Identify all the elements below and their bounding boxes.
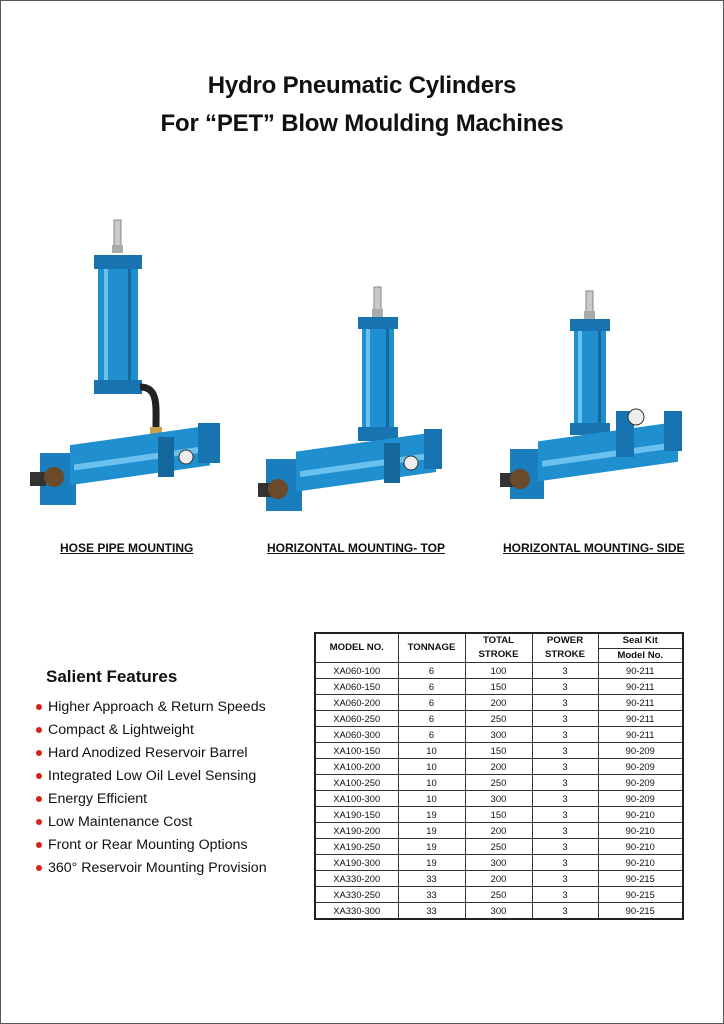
table-cell: 300 <box>465 855 532 871</box>
table-cell: 33 <box>398 887 465 903</box>
table-cell: XA060-200 <box>315 695 398 711</box>
table-cell: 6 <box>398 711 465 727</box>
horizontal-mounting-top-cylinder-image <box>258 283 444 518</box>
table-cell: 10 <box>398 775 465 791</box>
table-cell: XA100-300 <box>315 791 398 807</box>
list-item: Higher Approach & Return Speeds <box>36 695 267 718</box>
table-cell: 150 <box>465 743 532 759</box>
table-cell: 90-215 <box>598 871 683 887</box>
table-row <box>315 807 683 823</box>
table-cell: 3 <box>532 743 598 759</box>
table-cell: 200 <box>465 695 532 711</box>
table-cell: XA100-250 <box>315 775 398 791</box>
caption-horizontal-mounting-top: HORIZONTAL MOUNTING- TOP <box>267 541 445 555</box>
table-cell: XA190-150 <box>315 807 398 823</box>
table-cell: XA330-200 <box>315 871 398 887</box>
caption-horizontal-mounting-side: HORIZONTAL MOUNTING- SIDE <box>503 541 685 555</box>
table-row <box>315 791 683 807</box>
table-cell: 19 <box>398 807 465 823</box>
table-cell: 6 <box>398 679 465 695</box>
bullet-icon <box>36 796 42 802</box>
list-item: 360° Reservoir Mounting Provision <box>36 856 267 879</box>
page-subtitle: For “PET” Blow Moulding Machines <box>160 110 564 137</box>
table-cell: 10 <box>398 743 465 759</box>
table-cell: XA060-150 <box>315 679 398 695</box>
list-item: Integrated Low Oil Level Sensing <box>36 764 267 787</box>
bullet-icon <box>36 819 42 825</box>
table-cell: 3 <box>532 855 598 871</box>
table-cell: 300 <box>465 727 532 743</box>
table-cell: 3 <box>532 663 598 679</box>
table-cell: 250 <box>465 711 532 727</box>
specifications-table-body <box>315 663 683 920</box>
header-total-stroke-line2: STROKE <box>465 649 532 663</box>
header-power-stroke-line1: POWER <box>532 633 598 649</box>
table-cell: XA060-300 <box>315 727 398 743</box>
table-cell: 3 <box>532 823 598 839</box>
table-cell: 90-209 <box>598 743 683 759</box>
table-cell: 90-211 <box>598 695 683 711</box>
specifications-table <box>314 632 684 920</box>
table-cell: 6 <box>398 663 465 679</box>
hose-pipe-mounting-cylinder-image <box>28 215 223 515</box>
table-cell: 150 <box>465 807 532 823</box>
table-cell: XA100-200 <box>315 759 398 775</box>
features-list <box>36 695 267 879</box>
table-cell: 200 <box>465 871 532 887</box>
table-cell: 250 <box>465 887 532 903</box>
table-cell: 3 <box>532 791 598 807</box>
table-cell: 3 <box>532 839 598 855</box>
table-cell: XA190-300 <box>315 855 398 871</box>
table-cell: 100 <box>465 663 532 679</box>
table-cell: XA060-100 <box>315 663 398 679</box>
table-cell: 250 <box>465 775 532 791</box>
table-cell: 90-209 <box>598 791 683 807</box>
table-cell: 200 <box>465 759 532 775</box>
table-row <box>315 663 683 679</box>
table-cell: 90-215 <box>598 887 683 903</box>
table-cell: XA060-250 <box>315 711 398 727</box>
table-cell: 33 <box>398 871 465 887</box>
table-cell: 150 <box>465 679 532 695</box>
table-row <box>315 759 683 775</box>
table-cell: 90-211 <box>598 679 683 695</box>
table-row <box>315 743 683 759</box>
table-cell: 250 <box>465 839 532 855</box>
table-cell: 3 <box>532 679 598 695</box>
table-row <box>315 695 683 711</box>
header-power-stroke-line2: STROKE <box>532 649 598 663</box>
list-item: Compact & Lightweight <box>36 718 267 741</box>
list-item: Energy Efficient <box>36 787 267 810</box>
table-cell: 3 <box>532 903 598 920</box>
header-total-stroke-line1: TOTAL <box>465 633 532 649</box>
bullet-icon <box>36 842 42 848</box>
table-cell: 3 <box>532 887 598 903</box>
bullet-icon <box>36 704 42 710</box>
table-cell: 90-211 <box>598 711 683 727</box>
table-row <box>315 711 683 727</box>
table-cell: 10 <box>398 791 465 807</box>
bullet-icon <box>36 865 42 871</box>
table-cell: 300 <box>465 791 532 807</box>
table-cell: 3 <box>532 759 598 775</box>
list-item: Hard Anodized Reservoir Barrel <box>36 741 267 764</box>
bullet-icon <box>36 750 42 756</box>
horizontal-mounting-side-cylinder-image <box>498 287 688 509</box>
table-cell: 3 <box>532 807 598 823</box>
table-cell: 200 <box>465 823 532 839</box>
table-cell: 90-210 <box>598 839 683 855</box>
table-cell: 90-209 <box>598 775 683 791</box>
header-tonnage: TONNAGE <box>398 633 465 663</box>
table-cell: 3 <box>532 695 598 711</box>
caption-hose-pipe-mounting: HOSE PIPE MOUNTING <box>60 541 194 555</box>
table-cell: 3 <box>532 871 598 887</box>
table-cell: 90-211 <box>598 727 683 743</box>
table-cell: 19 <box>398 823 465 839</box>
table-cell: 3 <box>532 775 598 791</box>
features-heading: Salient Features <box>46 667 178 686</box>
table-cell: 10 <box>398 759 465 775</box>
list-item: Low Maintenance Cost <box>36 810 267 833</box>
header-seal-kit-line2: Model No. <box>598 649 683 663</box>
table-cell: 33 <box>398 903 465 920</box>
table-cell: 6 <box>398 727 465 743</box>
table-cell: 90-210 <box>598 823 683 839</box>
table-cell: XA190-200 <box>315 823 398 839</box>
table-row <box>315 775 683 791</box>
table-cell: 3 <box>532 711 598 727</box>
table-cell: 90-210 <box>598 807 683 823</box>
table-row <box>315 727 683 743</box>
page-title: Hydro Pneumatic Cylinders <box>207 72 517 99</box>
table-cell: 90-211 <box>598 663 683 679</box>
table-cell: 19 <box>398 839 465 855</box>
table-row <box>315 887 683 903</box>
table-cell: 19 <box>398 855 465 871</box>
header-model-no: MODEL NO. <box>315 633 398 663</box>
table-row <box>315 903 683 920</box>
table-cell: 3 <box>532 727 598 743</box>
table-row <box>315 855 683 871</box>
bullet-icon <box>36 773 42 779</box>
bullet-icon <box>36 727 42 733</box>
table-cell: 90-215 <box>598 903 683 920</box>
table-cell: 6 <box>398 695 465 711</box>
header-seal-kit-line1: Seal Kit <box>598 633 683 649</box>
list-item: Front or Rear Mounting Options <box>36 833 267 856</box>
table-row <box>315 823 683 839</box>
table-cell: 90-209 <box>598 759 683 775</box>
table-row <box>315 839 683 855</box>
table-cell: XA330-250 <box>315 887 398 903</box>
table-row <box>315 679 683 695</box>
table-cell: XA190-250 <box>315 839 398 855</box>
table-row <box>315 871 683 887</box>
table-cell: 90-210 <box>598 855 683 871</box>
table-cell: XA100-150 <box>315 743 398 759</box>
table-cell: 300 <box>465 903 532 920</box>
table-cell: XA330-300 <box>315 903 398 920</box>
